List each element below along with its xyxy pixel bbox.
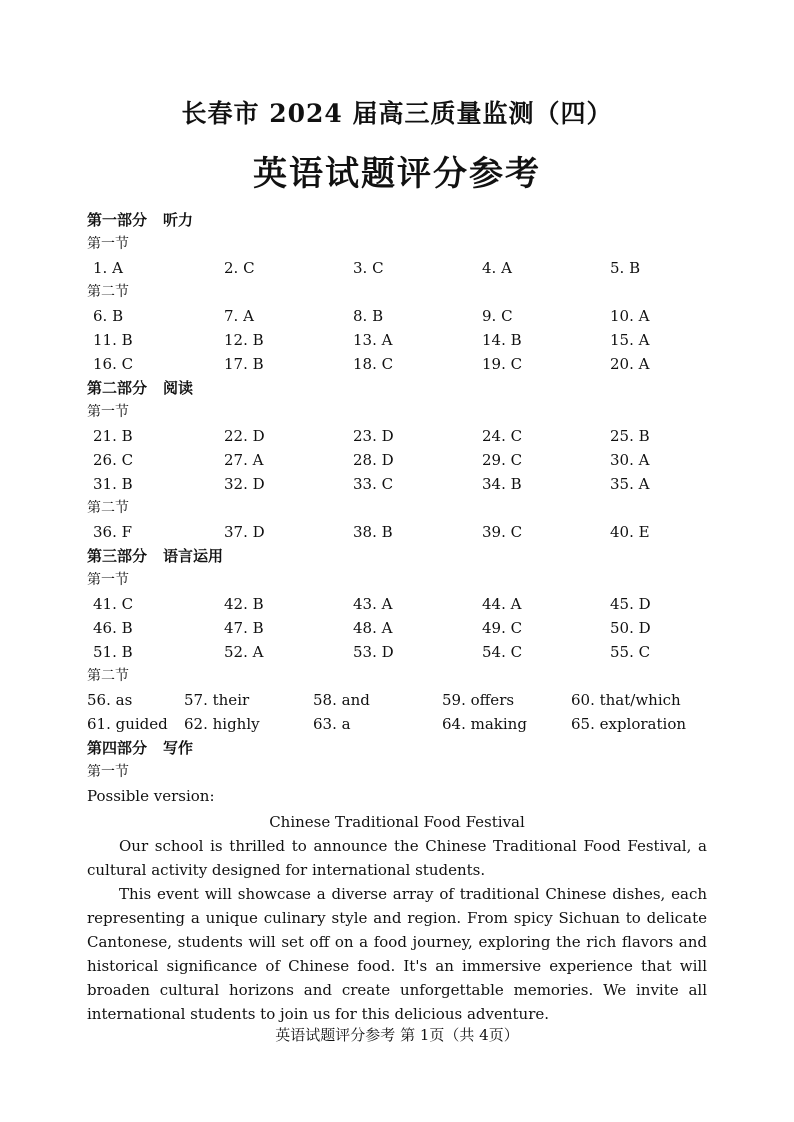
- answer-row: [87, 520, 707, 544]
- answer-item: 22. D: [224, 427, 265, 445]
- part3-number: 第三部分: [87, 547, 148, 565]
- answer-item: 60. that/which: [571, 691, 681, 709]
- answer-row: [87, 424, 707, 448]
- part1-heading: [87, 208, 707, 232]
- part3-heading: [87, 544, 707, 568]
- answer-item: 18. C: [353, 355, 394, 373]
- answer-item: 43. A: [353, 595, 393, 613]
- answer-item: 29. C: [482, 451, 523, 469]
- document-title: 长春市 2024 届高三质量监测（四）: [181, 99, 613, 128]
- answer-row: [87, 592, 707, 616]
- answer-item: 30. A: [610, 451, 650, 469]
- answer-item: 32. D: [224, 475, 265, 493]
- answer-item: 11. B: [93, 331, 133, 349]
- part1-section2-answers: [87, 304, 707, 376]
- answer-item: 47. B: [224, 619, 264, 637]
- answer-row: [87, 328, 707, 352]
- part2-heading: [87, 376, 707, 400]
- answer-item: 7. A: [224, 307, 254, 325]
- part4-heading: [87, 736, 707, 760]
- document-subtitle: 英语试题评分参考: [253, 154, 541, 194]
- answer-row: [87, 472, 707, 496]
- part3-section2-answers: [87, 688, 707, 736]
- answer-item: 5. B: [610, 259, 641, 277]
- answer-item: 56. as: [87, 691, 133, 709]
- answer-item: 36. F: [93, 523, 133, 541]
- answer-item: 42. B: [224, 595, 264, 613]
- answer-item: 59. offers: [442, 691, 515, 709]
- part2-number: 第二部分: [87, 379, 148, 397]
- answer-item: 16. C: [93, 355, 134, 373]
- answer-item: 52. A: [224, 643, 264, 661]
- answer-item: 63. a: [313, 715, 351, 733]
- essay-paragraph-1: Our school is thrilled to announce the Chinese Traditional Food Festival, a cultural activity designed for international students.: [87, 837, 707, 879]
- answer-item: 50. D: [610, 619, 651, 637]
- answer-item: 28. D: [353, 451, 394, 469]
- answer-item: 24. C: [482, 427, 523, 445]
- part1-number: 第一部分: [87, 211, 148, 229]
- part2-section2-answers: [87, 520, 707, 544]
- answer-item: 55. C: [610, 643, 651, 661]
- essay-title: Chinese Traditional Food Festival: [269, 813, 525, 831]
- answer-item: 65. exploration: [571, 715, 687, 733]
- answer-item: 64. making: [442, 715, 527, 733]
- answer-item: 21. B: [93, 427, 133, 445]
- answer-item: 39. C: [482, 523, 523, 541]
- answer-item: 57. their: [184, 691, 250, 709]
- part1-name: 听力: [163, 211, 194, 229]
- answer-row: [87, 304, 707, 328]
- answer-item: 51. B: [93, 643, 133, 661]
- answer-item: 53. D: [353, 643, 394, 661]
- answer-item: 9. C: [482, 307, 513, 325]
- answer-item: 26. C: [93, 451, 134, 469]
- answer-item: 49. C: [482, 619, 523, 637]
- answer-item: 20. A: [610, 355, 650, 373]
- answer-item: 8. B: [353, 307, 384, 325]
- essay-paragraph-2: This event will showcase a diverse array of traditional Chinese dishes, each representing a unique culinary style and region. From spicy Sichuan to delicate Cantonese, students will set off on a food journey, exploring the rich flavors and historical significance of Chinese food. It's an immersive experience that will broaden cultural horizons and create unforgettable memories. We invite all international students to join us for this delicious adventure.: [87, 885, 707, 1023]
- possible-version-label: Possible version:: [87, 787, 215, 805]
- answer-item: 15. A: [610, 331, 650, 349]
- answer-item: 33. C: [353, 475, 394, 493]
- answer-item: 6. B: [93, 307, 124, 325]
- answer-item: 17. B: [224, 355, 264, 373]
- answer-item: 40. E: [610, 523, 650, 541]
- part3-section2-label: 第二节: [87, 668, 129, 684]
- answer-item: 23. D: [353, 427, 394, 445]
- part2-section1-answers: [87, 424, 707, 496]
- answer-item: 45. D: [610, 595, 651, 613]
- part3-name: 语言运用: [163, 547, 224, 565]
- part4-section1-label: 第一节: [87, 764, 129, 780]
- part1-section1-label: 第一节: [87, 236, 129, 252]
- answer-row: [87, 448, 707, 472]
- answer-item: 35. A: [610, 475, 650, 493]
- answer-item: 34. B: [482, 475, 522, 493]
- answer-item: 2. C: [224, 259, 255, 277]
- part2-name: 阅读: [163, 379, 194, 397]
- page-footer: 英语试题评分参考 第 1页（共 4页）: [275, 1026, 519, 1044]
- answer-item: 12. B: [224, 331, 264, 349]
- answer-item: 48. A: [353, 619, 393, 637]
- part4-number: 第四部分: [87, 739, 148, 757]
- answer-row: [87, 352, 707, 376]
- part1-section2-label: 第二节: [87, 284, 129, 300]
- answer-item: 37. D: [224, 523, 265, 541]
- answer-item: 25. B: [610, 427, 650, 445]
- part3-section1-label: 第一节: [87, 572, 129, 588]
- answer-item: 3. C: [353, 259, 384, 277]
- answer-row: [87, 688, 707, 712]
- answer-row: [87, 640, 707, 664]
- answer-item: 38. B: [353, 523, 393, 541]
- answer-row: [87, 256, 707, 280]
- answer-item: 14. B: [482, 331, 522, 349]
- answer-item: 46. B: [93, 619, 133, 637]
- part3-section1-answers: [87, 592, 707, 664]
- answer-item: 62. highly: [184, 715, 260, 733]
- part2-section1-label: 第一节: [87, 404, 129, 420]
- answer-item: 27. A: [224, 451, 264, 469]
- answer-item: 61. guided: [87, 715, 168, 733]
- answer-item: 54. C: [482, 643, 523, 661]
- answer-item: 44. A: [482, 595, 522, 613]
- answer-row: [87, 712, 707, 736]
- answer-key-content: [87, 208, 707, 1026]
- answer-row: [87, 616, 707, 640]
- answer-item: 4. A: [482, 259, 512, 277]
- part1-section1-answers: [87, 256, 707, 280]
- answer-item: 13. A: [353, 331, 393, 349]
- part2-section2-label: 第二节: [87, 500, 129, 516]
- answer-item: 41. C: [93, 595, 134, 613]
- answer-item: 58. and: [313, 691, 370, 709]
- answer-item: 19. C: [482, 355, 523, 373]
- answer-item: 31. B: [93, 475, 133, 493]
- part4-name: 写作: [163, 739, 194, 757]
- answer-item: 10. A: [610, 307, 650, 325]
- answer-item: 1. A: [93, 259, 123, 277]
